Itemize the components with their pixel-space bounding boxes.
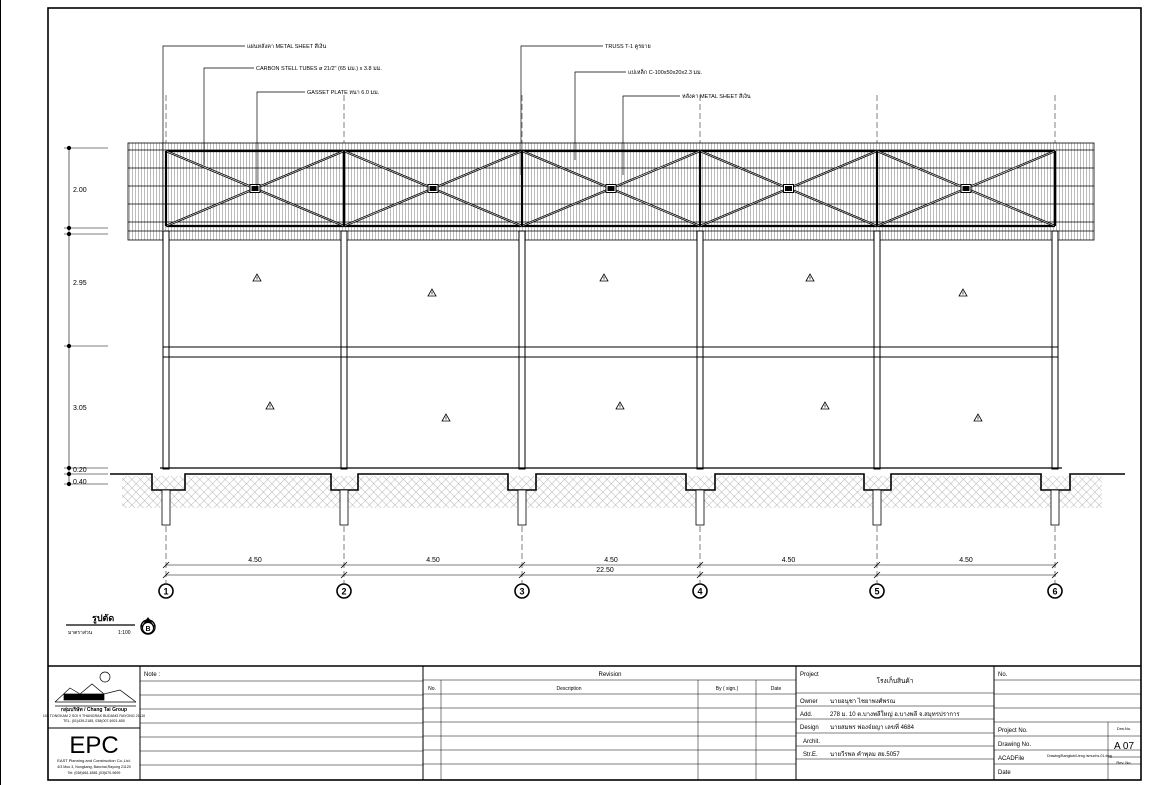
design-value: นายสมพร พ่องจ๋ยญา เลขที่ 4684: [830, 725, 914, 731]
grid-bubble-3: [515, 584, 529, 598]
owner-value: นายอนุชา ไชยาพงศ์พรณ: [830, 699, 896, 705]
steel-column: [697, 231, 703, 469]
owner-label: Owner: [800, 699, 818, 705]
warning-triangle-icon: [600, 274, 608, 281]
annotation-labels: [247, 43, 751, 100]
steel-column: [163, 231, 169, 469]
pile: [518, 490, 526, 525]
pile: [696, 490, 704, 525]
grid-label-4: 4: [697, 586, 703, 597]
annotation-truss: TRUSS T-1 คูรยาย: [605, 44, 651, 50]
pile: [873, 490, 881, 525]
warning-triangle-icon: [253, 274, 261, 281]
grid-bubble-2: [337, 584, 351, 598]
company-name: EAST Planning and Construction Co.,Ltd.: [57, 758, 131, 763]
pile: [162, 490, 170, 525]
company-tel: TEL. (01)439-2185, 038(007-6921-650: [63, 719, 125, 723]
gusset-bolt: [963, 187, 969, 191]
dim-bay-2: 4.50: [426, 557, 440, 564]
grid-bubble-4: [693, 584, 707, 598]
pile: [340, 490, 348, 525]
warning-triangle-icon: [806, 274, 814, 281]
grid-label-6: 6: [1052, 586, 1058, 597]
dim-bay-5: 4.50: [959, 557, 973, 564]
title-block-text: [43, 672, 1135, 776]
dim-bay-1: 4.50: [248, 557, 262, 564]
warning-triangle-icon: [616, 402, 624, 409]
dim-bay-3: 4.50: [604, 557, 618, 564]
rev-header-date: Date: [770, 686, 782, 692]
dim-bay-4: 4.50: [781, 557, 796, 564]
annotation-roof-metal: หลังคา METAL SHEET สีเงิน: [682, 94, 751, 100]
ground-hatch: [122, 476, 1102, 508]
acad-label: ACADFile: [998, 756, 1025, 762]
company-address-2: 4/3 Moo 3, Nongkang, Banchai,Rayong 21120: [57, 765, 131, 769]
grid-bubble-1: [159, 584, 173, 598]
acad-value: Drawing/Bangkok/Ueng /smuchs-01.dwg: [1047, 754, 1112, 758]
address-value: 278 ม. 10 ต.บางพลีใหญ่ อ.บางพลี จ.สมุทรปราการ: [830, 712, 960, 718]
gusset-bolt: [786, 187, 792, 191]
gusset-bolt: [430, 187, 436, 191]
vertical-dimensions: [64, 146, 108, 486]
drawing-number-label: Drw.No.: [1116, 726, 1132, 731]
project-label: Project: [800, 672, 819, 678]
warning-triangle-icon: [821, 402, 829, 409]
dim-upper-wall: 2.95: [73, 280, 87, 287]
warning-triangle-icon: [974, 414, 982, 421]
grid-label-5: 5: [874, 586, 880, 597]
grid-bubble-5: [870, 584, 884, 598]
rev-header-by: By ( sign.): [715, 686, 739, 692]
annotation-purlin: แปเหล็ก C-100x50x20x2.3 มม.: [628, 70, 703, 76]
company-tel-2: Tel: (038)661-6581,(03)670-9699: [67, 771, 121, 775]
address-label: Add.: [800, 712, 813, 718]
grid-label-2: 2: [341, 586, 347, 597]
stre-label: Str.E.: [803, 752, 818, 758]
dim-lower-wall: 3.05: [73, 405, 87, 412]
rev-header-description: Description: [556, 686, 582, 692]
no-label: No.: [998, 672, 1008, 678]
sheet-border: [48, 8, 1141, 780]
warning-triangle-icon: [266, 402, 274, 409]
steel-column: [519, 231, 525, 469]
grid-label-3: 3: [519, 586, 525, 597]
archit-label: Archit.: [803, 739, 821, 745]
dim-footing: 0.40: [73, 479, 87, 486]
annotation-carbon-tubes: CARBON STELL TUBES ø 21/2" (65 มม.) x 3.8 มม.: [256, 66, 382, 72]
company-tag: กลุ่มบริษัท / Chang Tai Group: [60, 707, 128, 713]
dim-roof-height: 2.00: [73, 187, 87, 194]
warning-triangle-icon: [428, 289, 436, 296]
note-label: Note :: [144, 672, 161, 678]
annotation-gasset-plate: GASSET PLATE หนา 6.0 มม.: [307, 90, 380, 96]
steel-column: [341, 231, 347, 469]
section-title-text: รูปตัด: [92, 613, 115, 623]
grid-label-1: 1: [163, 586, 169, 597]
grid-bubble-6: [1048, 584, 1062, 598]
section-title: [66, 613, 155, 636]
warning-triangle-icon: [442, 414, 450, 421]
section-scale: 1:100: [118, 630, 131, 636]
warning-triangle-icon: [959, 289, 967, 296]
dim-total: 22.50: [596, 567, 614, 574]
project-no-label: Project No.: [998, 728, 1028, 734]
steel-column: [874, 231, 880, 469]
drawing-number: A 07: [1113, 741, 1135, 752]
date-label: Date: [998, 770, 1011, 776]
design-label: Design: [800, 725, 819, 731]
pile: [1051, 490, 1059, 525]
revision-number-label: Rev. No.: [1116, 760, 1132, 765]
dim-slab: 0.20: [73, 467, 87, 474]
gusset-bolt: [608, 187, 614, 191]
project-value: โรงเก็บสินค้า: [876, 678, 914, 685]
mid-beam: [163, 347, 1058, 357]
section-mark: B: [145, 626, 151, 633]
revision-label: Revision: [598, 672, 622, 678]
grid-bubbles: [159, 584, 1062, 598]
company-address: 102 TONGKAM 2 SOI 9 THANGRAK BUDANG RAYONG 21110: [42, 714, 146, 718]
drawing-no-label: Drawing No.: [998, 742, 1032, 748]
company-logo: EPC: [69, 732, 119, 759]
section-scale-label: มาตราส่วน: [68, 630, 93, 636]
stre-value: นายวีรพล คำพุลม สย.5057: [830, 752, 900, 758]
steel-column: [1052, 231, 1058, 469]
rev-header-no: No.: [428, 686, 436, 692]
vertical-dim-labels: [73, 187, 87, 486]
title-block: [48, 666, 1141, 780]
annotation-roof-sheet: แผ่นหลังคา METAL SHEET สีเงิน: [247, 44, 327, 50]
